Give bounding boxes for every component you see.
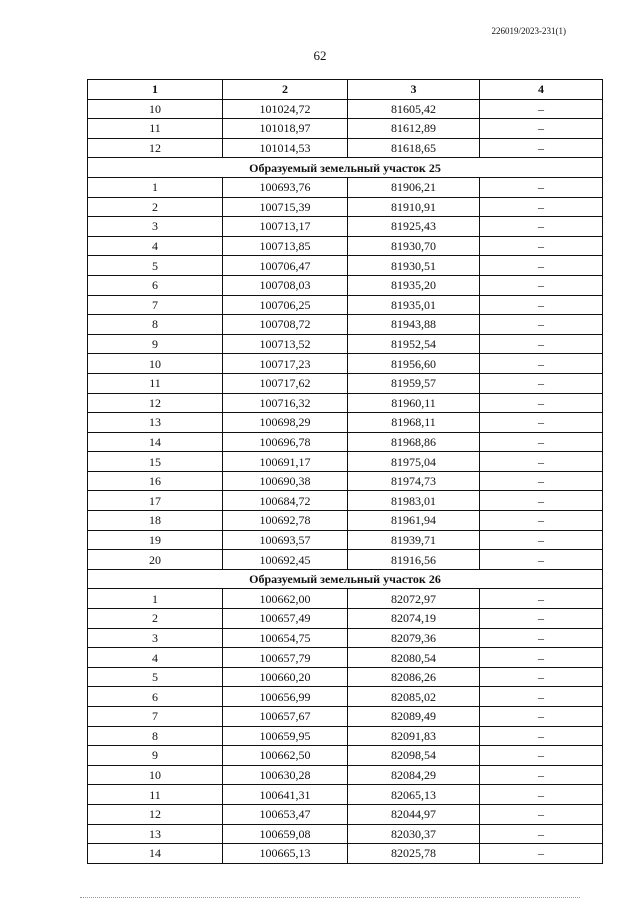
x-coordinate-cell: 100657,67 bbox=[223, 707, 348, 727]
note-cell: – bbox=[480, 334, 603, 354]
note-cell: – bbox=[480, 373, 603, 393]
point-number-cell: 6 bbox=[88, 275, 223, 295]
point-number-cell: 7 bbox=[88, 295, 223, 315]
table-row bbox=[88, 726, 603, 746]
table-row bbox=[88, 530, 603, 550]
column-header: 2 bbox=[223, 80, 348, 100]
document-number: 226019/2023-231(1) bbox=[491, 26, 566, 36]
y-coordinate-cell: 81906,21 bbox=[348, 177, 480, 197]
x-coordinate-cell: 101014,53 bbox=[223, 138, 348, 158]
point-number-cell: 7 bbox=[88, 707, 223, 727]
table-row bbox=[88, 275, 603, 295]
point-number-cell: 3 bbox=[88, 217, 223, 237]
x-coordinate-cell: 100657,79 bbox=[223, 648, 348, 668]
note-cell: – bbox=[480, 687, 603, 707]
x-coordinate-cell: 100660,20 bbox=[223, 667, 348, 687]
note-cell: – bbox=[480, 511, 603, 531]
y-coordinate-cell: 82072,97 bbox=[348, 589, 480, 609]
note-cell: – bbox=[480, 295, 603, 315]
x-coordinate-cell: 100654,75 bbox=[223, 628, 348, 648]
y-coordinate-cell: 82089,49 bbox=[348, 707, 480, 727]
y-coordinate-cell: 81910,91 bbox=[348, 197, 480, 217]
note-cell: – bbox=[480, 197, 603, 217]
point-number-cell: 13 bbox=[88, 413, 223, 433]
point-number-cell: 16 bbox=[88, 471, 223, 491]
table-row bbox=[88, 334, 603, 354]
point-number-cell: 10 bbox=[88, 354, 223, 374]
point-number-cell: 11 bbox=[88, 119, 223, 139]
x-coordinate-cell: 100696,78 bbox=[223, 432, 348, 452]
note-cell: – bbox=[480, 432, 603, 452]
y-coordinate-cell: 81960,11 bbox=[348, 393, 480, 413]
point-number-cell: 12 bbox=[88, 393, 223, 413]
section-title: Образуемый земельный участок 25 bbox=[88, 158, 603, 178]
x-coordinate-cell: 100716,32 bbox=[223, 393, 348, 413]
y-coordinate-cell: 81935,20 bbox=[348, 275, 480, 295]
table-row bbox=[88, 413, 603, 433]
x-coordinate-cell: 100713,17 bbox=[223, 217, 348, 237]
y-coordinate-cell: 81956,60 bbox=[348, 354, 480, 374]
table-row bbox=[88, 648, 603, 668]
table-row bbox=[88, 746, 603, 766]
note-cell: – bbox=[480, 471, 603, 491]
table-row bbox=[88, 687, 603, 707]
note-cell: – bbox=[480, 491, 603, 511]
point-number-cell: 10 bbox=[88, 99, 223, 119]
table-row bbox=[88, 511, 603, 531]
table-row bbox=[88, 256, 603, 276]
y-coordinate-cell: 82098,54 bbox=[348, 746, 480, 766]
x-coordinate-cell: 100657,49 bbox=[223, 609, 348, 629]
y-coordinate-cell: 81935,01 bbox=[348, 295, 480, 315]
note-cell: – bbox=[480, 726, 603, 746]
section-title: Образуемый земельный участок 26 bbox=[88, 569, 603, 589]
x-coordinate-cell: 100691,17 bbox=[223, 452, 348, 472]
note-cell: – bbox=[480, 844, 603, 864]
column-header: 3 bbox=[348, 80, 480, 100]
x-coordinate-cell: 100706,25 bbox=[223, 295, 348, 315]
note-cell: – bbox=[480, 452, 603, 472]
y-coordinate-cell: 82074,19 bbox=[348, 609, 480, 629]
point-number-cell: 3 bbox=[88, 628, 223, 648]
table-row bbox=[88, 785, 603, 805]
y-coordinate-cell: 82086,26 bbox=[348, 667, 480, 687]
point-number-cell: 10 bbox=[88, 765, 223, 785]
point-number-cell: 8 bbox=[88, 726, 223, 746]
x-coordinate-cell: 100698,29 bbox=[223, 413, 348, 433]
point-number-cell: 11 bbox=[88, 373, 223, 393]
table-row bbox=[88, 765, 603, 785]
y-coordinate-cell: 82030,37 bbox=[348, 824, 480, 844]
column-header: 1 bbox=[88, 80, 223, 100]
x-coordinate-cell: 100684,72 bbox=[223, 491, 348, 511]
coordinates-table bbox=[87, 79, 603, 864]
table-row bbox=[88, 315, 603, 335]
table-row bbox=[88, 628, 603, 648]
note-cell: – bbox=[480, 275, 603, 295]
y-coordinate-cell: 82084,29 bbox=[348, 765, 480, 785]
y-coordinate-cell: 81618,65 bbox=[348, 138, 480, 158]
scan-artifact-line bbox=[80, 897, 580, 900]
y-coordinate-cell: 81968,11 bbox=[348, 413, 480, 433]
x-coordinate-cell: 100690,38 bbox=[223, 471, 348, 491]
x-coordinate-cell: 100713,52 bbox=[223, 334, 348, 354]
table-row bbox=[88, 99, 603, 119]
y-coordinate-cell: 81939,71 bbox=[348, 530, 480, 550]
point-number-cell: 2 bbox=[88, 197, 223, 217]
x-coordinate-cell: 100641,31 bbox=[223, 785, 348, 805]
table-row bbox=[88, 667, 603, 687]
note-cell: – bbox=[480, 765, 603, 785]
point-number-cell: 9 bbox=[88, 334, 223, 354]
x-coordinate-cell: 100693,57 bbox=[223, 530, 348, 550]
y-coordinate-cell: 81959,57 bbox=[348, 373, 480, 393]
y-coordinate-cell: 81605,42 bbox=[348, 99, 480, 119]
point-number-cell: 20 bbox=[88, 550, 223, 570]
x-coordinate-cell: 100662,00 bbox=[223, 589, 348, 609]
point-number-cell: 6 bbox=[88, 687, 223, 707]
x-coordinate-cell: 100653,47 bbox=[223, 804, 348, 824]
x-coordinate-cell: 100656,99 bbox=[223, 687, 348, 707]
table-row bbox=[88, 354, 603, 374]
y-coordinate-cell: 81925,43 bbox=[348, 217, 480, 237]
y-coordinate-cell: 82085,02 bbox=[348, 687, 480, 707]
note-cell: – bbox=[480, 315, 603, 335]
table-row bbox=[88, 824, 603, 844]
note-cell: – bbox=[480, 138, 603, 158]
y-coordinate-cell: 81952,54 bbox=[348, 334, 480, 354]
point-number-cell: 2 bbox=[88, 609, 223, 629]
note-cell: – bbox=[480, 648, 603, 668]
x-coordinate-cell: 100630,28 bbox=[223, 765, 348, 785]
section-header-row bbox=[88, 569, 603, 589]
page-number: 62 bbox=[313, 48, 327, 63]
y-coordinate-cell: 82079,36 bbox=[348, 628, 480, 648]
note-cell: – bbox=[480, 824, 603, 844]
table-row bbox=[88, 138, 603, 158]
y-coordinate-cell: 81983,01 bbox=[348, 491, 480, 511]
x-coordinate-cell: 100717,23 bbox=[223, 354, 348, 374]
table-header-row bbox=[88, 80, 603, 100]
note-cell: – bbox=[480, 530, 603, 550]
y-coordinate-cell: 82065,13 bbox=[348, 785, 480, 805]
y-coordinate-cell: 81943,88 bbox=[348, 315, 480, 335]
point-number-cell: 1 bbox=[88, 177, 223, 197]
x-coordinate-cell: 100659,95 bbox=[223, 726, 348, 746]
note-cell: – bbox=[480, 785, 603, 805]
x-coordinate-cell: 100662,50 bbox=[223, 746, 348, 766]
x-coordinate-cell: 100708,72 bbox=[223, 315, 348, 335]
point-number-cell: 14 bbox=[88, 844, 223, 864]
note-cell: – bbox=[480, 804, 603, 824]
x-coordinate-cell: 101018,97 bbox=[223, 119, 348, 139]
point-number-cell: 18 bbox=[88, 511, 223, 531]
x-coordinate-cell: 100717,62 bbox=[223, 373, 348, 393]
column-header: 4 bbox=[480, 80, 603, 100]
table-row bbox=[88, 491, 603, 511]
point-number-cell: 5 bbox=[88, 256, 223, 276]
y-coordinate-cell: 81930,51 bbox=[348, 256, 480, 276]
point-number-cell: 19 bbox=[88, 530, 223, 550]
table-row bbox=[88, 373, 603, 393]
point-number-cell: 9 bbox=[88, 746, 223, 766]
section-header-row bbox=[88, 158, 603, 178]
point-number-cell: 11 bbox=[88, 785, 223, 805]
table-row bbox=[88, 119, 603, 139]
y-coordinate-cell: 81612,89 bbox=[348, 119, 480, 139]
y-coordinate-cell: 81961,94 bbox=[348, 511, 480, 531]
note-cell: – bbox=[480, 256, 603, 276]
table-row bbox=[88, 550, 603, 570]
table-row bbox=[88, 844, 603, 864]
table-row bbox=[88, 589, 603, 609]
x-coordinate-cell: 100693,76 bbox=[223, 177, 348, 197]
x-coordinate-cell: 100665,13 bbox=[223, 844, 348, 864]
y-coordinate-cell: 82091,83 bbox=[348, 726, 480, 746]
note-cell: – bbox=[480, 393, 603, 413]
point-number-cell: 5 bbox=[88, 667, 223, 687]
table-row bbox=[88, 707, 603, 727]
x-coordinate-cell: 100708,03 bbox=[223, 275, 348, 295]
y-coordinate-cell: 82025,78 bbox=[348, 844, 480, 864]
y-coordinate-cell: 82080,54 bbox=[348, 648, 480, 668]
point-number-cell: 8 bbox=[88, 315, 223, 335]
point-number-cell: 15 bbox=[88, 452, 223, 472]
note-cell: – bbox=[480, 354, 603, 374]
y-coordinate-cell: 81930,70 bbox=[348, 236, 480, 256]
point-number-cell: 12 bbox=[88, 138, 223, 158]
x-coordinate-cell: 100715,39 bbox=[223, 197, 348, 217]
point-number-cell: 4 bbox=[88, 236, 223, 256]
note-cell: – bbox=[480, 746, 603, 766]
point-number-cell: 1 bbox=[88, 589, 223, 609]
note-cell: – bbox=[480, 236, 603, 256]
y-coordinate-cell: 81975,04 bbox=[348, 452, 480, 472]
x-coordinate-cell: 100692,45 bbox=[223, 550, 348, 570]
note-cell: – bbox=[480, 413, 603, 433]
note-cell: – bbox=[480, 628, 603, 648]
point-number-cell: 17 bbox=[88, 491, 223, 511]
point-number-cell: 4 bbox=[88, 648, 223, 668]
y-coordinate-cell: 81916,56 bbox=[348, 550, 480, 570]
note-cell: – bbox=[480, 589, 603, 609]
note-cell: – bbox=[480, 217, 603, 237]
table-row bbox=[88, 609, 603, 629]
x-coordinate-cell: 101024,72 bbox=[223, 99, 348, 119]
table-body bbox=[88, 99, 603, 863]
table-row bbox=[88, 471, 603, 491]
note-cell: – bbox=[480, 609, 603, 629]
point-number-cell: 14 bbox=[88, 432, 223, 452]
note-cell: – bbox=[480, 119, 603, 139]
table-row bbox=[88, 432, 603, 452]
table-row bbox=[88, 197, 603, 217]
note-cell: – bbox=[480, 177, 603, 197]
x-coordinate-cell: 100659,08 bbox=[223, 824, 348, 844]
table-row bbox=[88, 177, 603, 197]
table-row bbox=[88, 452, 603, 472]
x-coordinate-cell: 100692,78 bbox=[223, 511, 348, 531]
note-cell: – bbox=[480, 707, 603, 727]
x-coordinate-cell: 100713,85 bbox=[223, 236, 348, 256]
table-row bbox=[88, 393, 603, 413]
point-number-cell: 13 bbox=[88, 824, 223, 844]
note-cell: – bbox=[480, 667, 603, 687]
table-row bbox=[88, 217, 603, 237]
y-coordinate-cell: 81968,86 bbox=[348, 432, 480, 452]
note-cell: – bbox=[480, 99, 603, 119]
note-cell: – bbox=[480, 550, 603, 570]
y-coordinate-cell: 81974,73 bbox=[348, 471, 480, 491]
table-row bbox=[88, 295, 603, 315]
x-coordinate-cell: 100706,47 bbox=[223, 256, 348, 276]
point-number-cell: 12 bbox=[88, 804, 223, 824]
table-row bbox=[88, 804, 603, 824]
table-row bbox=[88, 236, 603, 256]
y-coordinate-cell: 82044,97 bbox=[348, 804, 480, 824]
